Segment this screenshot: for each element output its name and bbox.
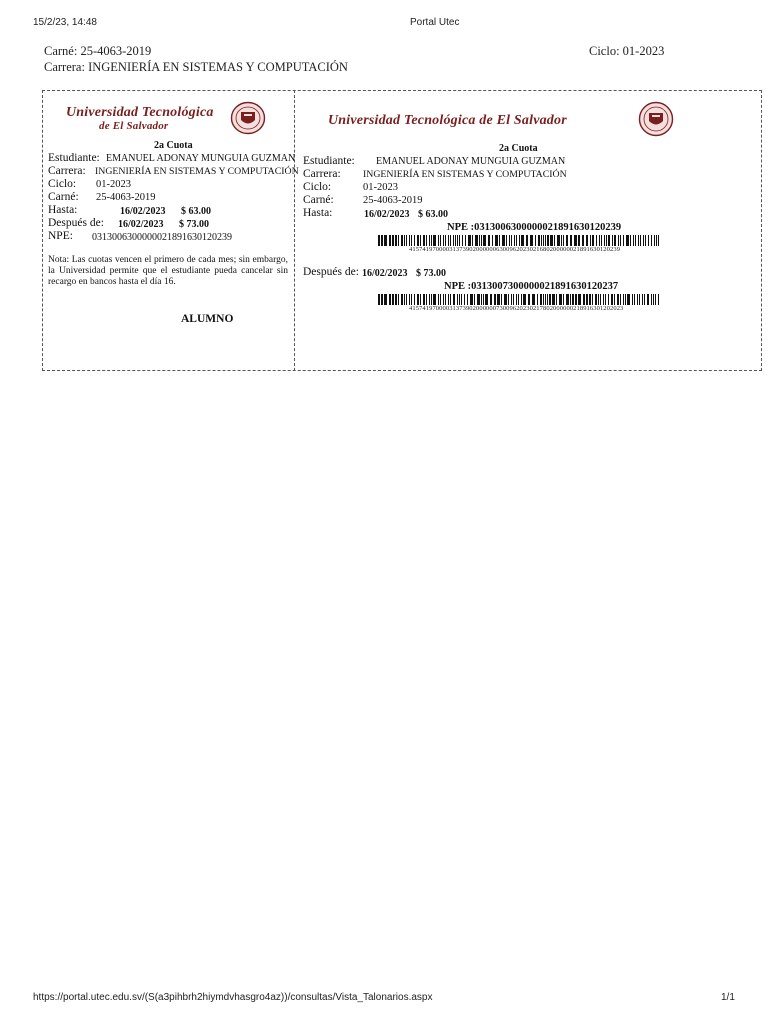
payment-note: Nota: Las cuotas vencen el primero de cada mes; sin embargo, la Universidad permite que el estudiante pueda cancelar sin recargo en bancos hasta el día 16. xyxy=(48,255,288,287)
carne-value: 25-4063-2019 xyxy=(96,192,156,203)
print-page-number: 1/1 xyxy=(721,992,735,1003)
despues-label: Después de: xyxy=(48,217,104,229)
despues-fecha: 16/02/2023 xyxy=(362,268,408,279)
npe-code-despues: NPE :0313007300000021891630120237 xyxy=(444,281,619,292)
carrera-label: Carrera: xyxy=(303,168,341,180)
despues-monto: $ 73.00 xyxy=(179,219,209,230)
estudiante-label: Estudiante: xyxy=(303,155,355,167)
carne-label: Carné: xyxy=(48,191,79,203)
top-carrera: Carrera: INGENIERÍA EN SISTEMAS Y COMPUTACIÓN xyxy=(44,60,348,74)
estudiante-label: Estudiante: xyxy=(48,152,100,164)
print-date: 15/2/23, 14:48 xyxy=(33,17,97,28)
npe-code-hasta: NPE :0313006300000021891630120239 xyxy=(447,222,622,233)
university-seal-icon xyxy=(638,101,674,137)
cuota-label: 2a Cuota xyxy=(154,140,193,151)
despues-label: Después de: xyxy=(303,266,359,278)
alumno-label: ALUMNO xyxy=(181,313,234,325)
estudiante-value: EMANUEL ADONAY MUNGUIA GUZMAN xyxy=(376,156,566,167)
university-logo-full: Universidad Tecnológica de El Salvador xyxy=(328,113,567,128)
hasta-label: Hasta: xyxy=(303,207,333,219)
barcode-hasta-digits: 415741970000313739020000006300962023021680200000021891630120239 xyxy=(409,246,621,253)
hasta-fecha: 16/02/2023 xyxy=(364,209,410,220)
hasta-monto: $ 63.00 xyxy=(418,209,448,220)
print-title: Portal Utec xyxy=(410,17,460,28)
barcode-despues xyxy=(378,294,660,305)
hasta-label: Hasta: xyxy=(48,204,78,216)
top-ciclo: Ciclo: 01-2023 xyxy=(589,44,665,58)
university-logo-line2: de El Salvador xyxy=(99,120,169,132)
stub-divider xyxy=(294,90,295,371)
top-carne: Carné: 25-4063-2019 xyxy=(44,44,152,58)
print-url: https://portal.utec.edu.sv/(S(a3pihbrh2hiymdvhasgro4az))/consultas/Vista_Talonarios.aspx xyxy=(33,992,433,1003)
cuota-label: 2a Cuota xyxy=(499,143,538,154)
barcode-hasta xyxy=(378,235,660,246)
npe-label: NPE: xyxy=(48,230,73,242)
carne-value: 25-4063-2019 xyxy=(363,195,423,206)
ciclo-label: Ciclo: xyxy=(48,178,77,190)
carrera-value: INGENIERÍA EN SISTEMAS Y COMPUTACIÓN xyxy=(95,166,299,177)
carrera-value: INGENIERÍA EN SISTEMAS Y COMPUTACIÓN xyxy=(363,169,567,180)
hasta-monto: $ 63.00 xyxy=(181,206,211,217)
despues-monto: $ 73.00 xyxy=(416,268,446,279)
carrera-label: Carrera: xyxy=(48,165,86,177)
despues-fecha: 16/02/2023 xyxy=(118,219,164,230)
ciclo-value: 01-2023 xyxy=(96,179,131,190)
university-logo-line1: Universidad Tecnológica xyxy=(66,105,214,120)
ciclo-label: Ciclo: xyxy=(303,181,332,193)
estudiante-value: EMANUEL ADONAY MUNGUIA GUZMAN xyxy=(106,153,296,164)
university-seal-icon xyxy=(230,101,266,135)
ciclo-value: 01-2023 xyxy=(363,182,398,193)
barcode-despues-digits: 4157419700003137390200000073009620230217802000000218916301202023 xyxy=(409,305,624,312)
hasta-fecha: 16/02/2023 xyxy=(120,206,166,217)
npe-value: 0313006300000021891630120239 xyxy=(92,232,232,243)
carne-label: Carné: xyxy=(303,194,334,206)
